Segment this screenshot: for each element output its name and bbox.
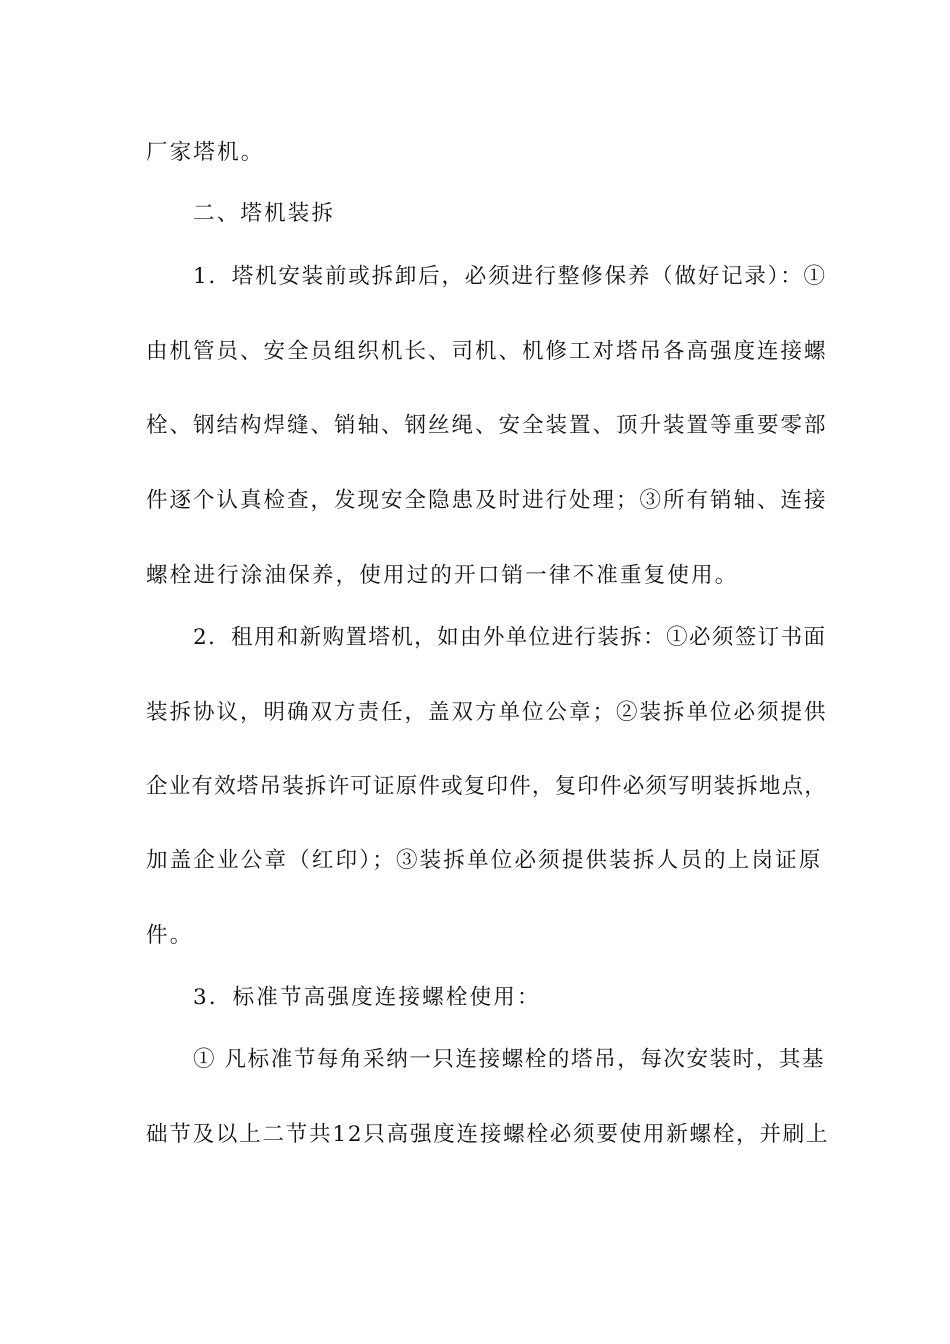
paragraph-line: 础节及以上二节共12只高强度连接螺栓必须要使用新螺栓，并刷上 <box>146 1122 830 1147</box>
paragraph-line: ① 凡标准节每角采纳一只连接螺栓的塔吊，每次安装时，其基 <box>193 1047 826 1072</box>
paragraph-line: 企业有效塔吊装拆许可证原件或复印件，复印件必须写明装拆地点， <box>146 774 828 799</box>
paragraph-line: 件。 <box>146 923 194 948</box>
paragraph-line: 装拆协议，明确双方责任，盖双方单位公章；②装拆单位必须提供 <box>146 700 828 725</box>
paragraph-line: 2．租用和新购置塔机，如由外单位进行装拆：①必须签订书面 <box>193 625 827 650</box>
paragraph-line: 厂家塔机。 <box>146 140 265 165</box>
paragraph-line: 螺栓进行涂油保养，使用过的开口销一律不准重复使用。 <box>146 563 739 588</box>
paragraph-line: 件逐个认真检查，发现安全隐患及时进行处理；③所有销轴、连接 <box>146 488 828 513</box>
paragraph-line: 3．标准节高强度连接螺栓使用： <box>193 985 541 1010</box>
paragraph-line: 1．塔机安装前或拆卸后，必须进行整修保养（做好记录）：① <box>193 264 827 289</box>
paragraph-line: 加盖企业公章（红印）；③装拆单位必须提供装拆人员的上岗证原 <box>146 848 823 873</box>
paragraph-line: 栓、钢结构焊缝、销轴、钢丝绳、安全装置、顶升装置等重要零部 <box>146 413 828 438</box>
paragraph-line: 由机管员、安全员组织机长、司机、机修工对塔吊各高强度连接螺 <box>146 339 828 364</box>
section-heading: 二、塔机装拆 <box>193 201 336 226</box>
